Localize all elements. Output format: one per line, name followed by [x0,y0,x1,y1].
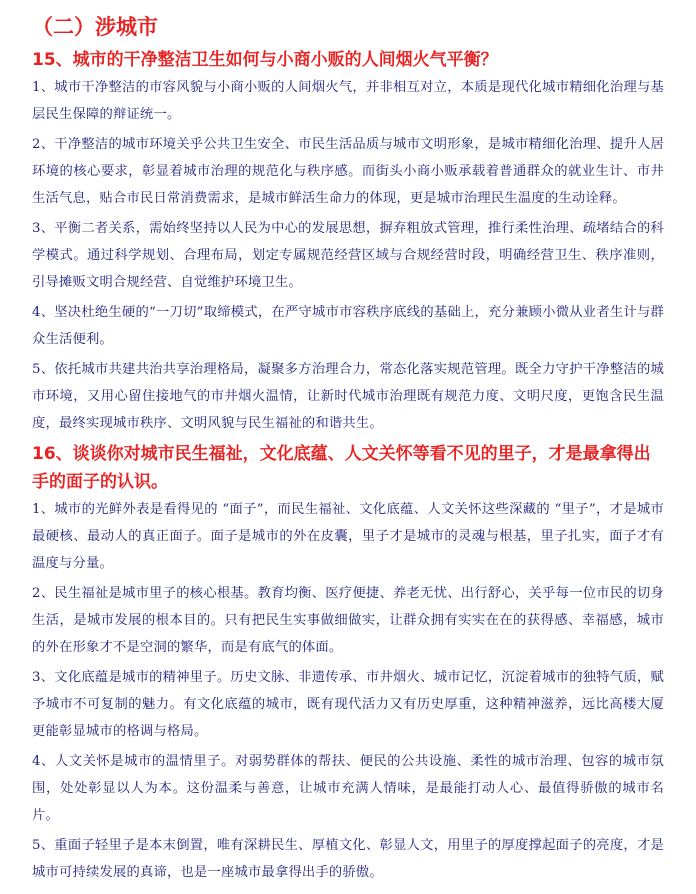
answer-paragraph: 5、依托城市共建共治共享治理格局，凝聚多方治理合力，常态化落实规范管理。既全力守护干净整洁的城市环境，又用心留住接地气的市井烟火温情，让新时代城市治理既有规范力度、文明尺度，更饱含民生温度，最终实现城市秩序、文明风貌与民生福祉的和谐共生。 [32,362,664,431]
answer-paragraph: 2、民生福祉是城市里子的核心根基。教育均衡、医疗便捷、养老无忧、出行舒心，关乎每一位市民的切身生活，是城市发展的根本目的。只有把民生实事做细做实，让群众拥有实实在在的获得感、幸福感，城市的外在形象才不是空洞的繁华，而是有底气的体面。 [32,586,664,655]
answer-paragraph: 3、平衡二者关系，需始终坚持以人民为中心的发展思想，摒弃粗放式管理，推行柔性治理、疏堵结合的科学模式。通过科学规划、合理布局，划定专属规范经营区域与合规经营时段，明确经营卫生、秩序准则，引导摊贩文明合规经营、自觉维护环境卫生。 [32,221,664,290]
section-title: （二）涉城市 [32,15,158,39]
answer-paragraph: 1、城市的光鲜外表是看得见的 “面子”，而民生福祉、文化底蕴、人文关怀这些深藏的 “里子”，才是城市最硬核、最动人的真正面子。面子是城市的外在皮囊，里子才是城市的灵魂与根基，里子扎实，面子才有温度与分量。 [32,502,664,571]
answer-paragraph: 5、重面子轻里子是本末倒置，唯有深耕民生、厚植文化、彰显人文，用里子的厚度撑起面子的亮度，才是城市可持续发展的真谛，也是一座城市最拿得出手的骄傲。 [32,838,664,880]
answer-paragraph: 2、干净整洁的城市环境关乎公共卫生安全、市民生活品质与城市文明形象，是城市精细化治理、提升人居环境的核心要求，彰显着城市治理的规范化与秩序感。而街头小商小贩承载着普通群众的就业生计、市井生活气息，贴合市民日常消费需求，是城市鲜活生命力的体现，更是城市治理民生温度的生动诠释。 [32,137,664,206]
answer-paragraph: 3、文化底蕴是城市的精神里子。历史文脉、非遗传承、市井烟火、城市记忆，沉淀着城市的独特气质，赋予城市不可复制的魅力。有文化底蕴的城市，既有现代活力又有历史厚重，这种精神滋养，远比高楼大厦更能彰显城市的格调与格局。 [32,670,664,739]
answer-paragraph: 4、坚决杜绝生硬的“一刀切”取缔模式，在严守城市市容秩序底线的基础上，充分兼顾小微从业者生计与群众生活便利。 [32,305,664,347]
question-title: 16、谈谈你对城市民生福祉，文化底蕴、人文关怀等看不见的里子，才是最拿得出手的面子的认识。 [32,444,651,492]
answer-paragraph: 1、城市干净整洁的市容风貌与小商小贩的人间烟火气，并非相互对立，本质是现代化城市精细化治理与基层民生保障的辩证统一。 [32,80,664,122]
question-block-16 [32,440,664,886]
question-title: 15、城市的干净整洁卫生如何与小商小贩的人间烟火气平衡？ [32,50,498,70]
question-block-15 [32,46,664,437]
answer-paragraph: 4、人文关怀是城市的温情里子。对弱势群体的帮扶、便民的公共设施、柔性的城市治理、包容的城市氛围，处处彰显以人为本。这份温柔与善意，让城市充满人情味，是最能打动人心、最值得骄傲的城市名片。 [32,754,664,823]
